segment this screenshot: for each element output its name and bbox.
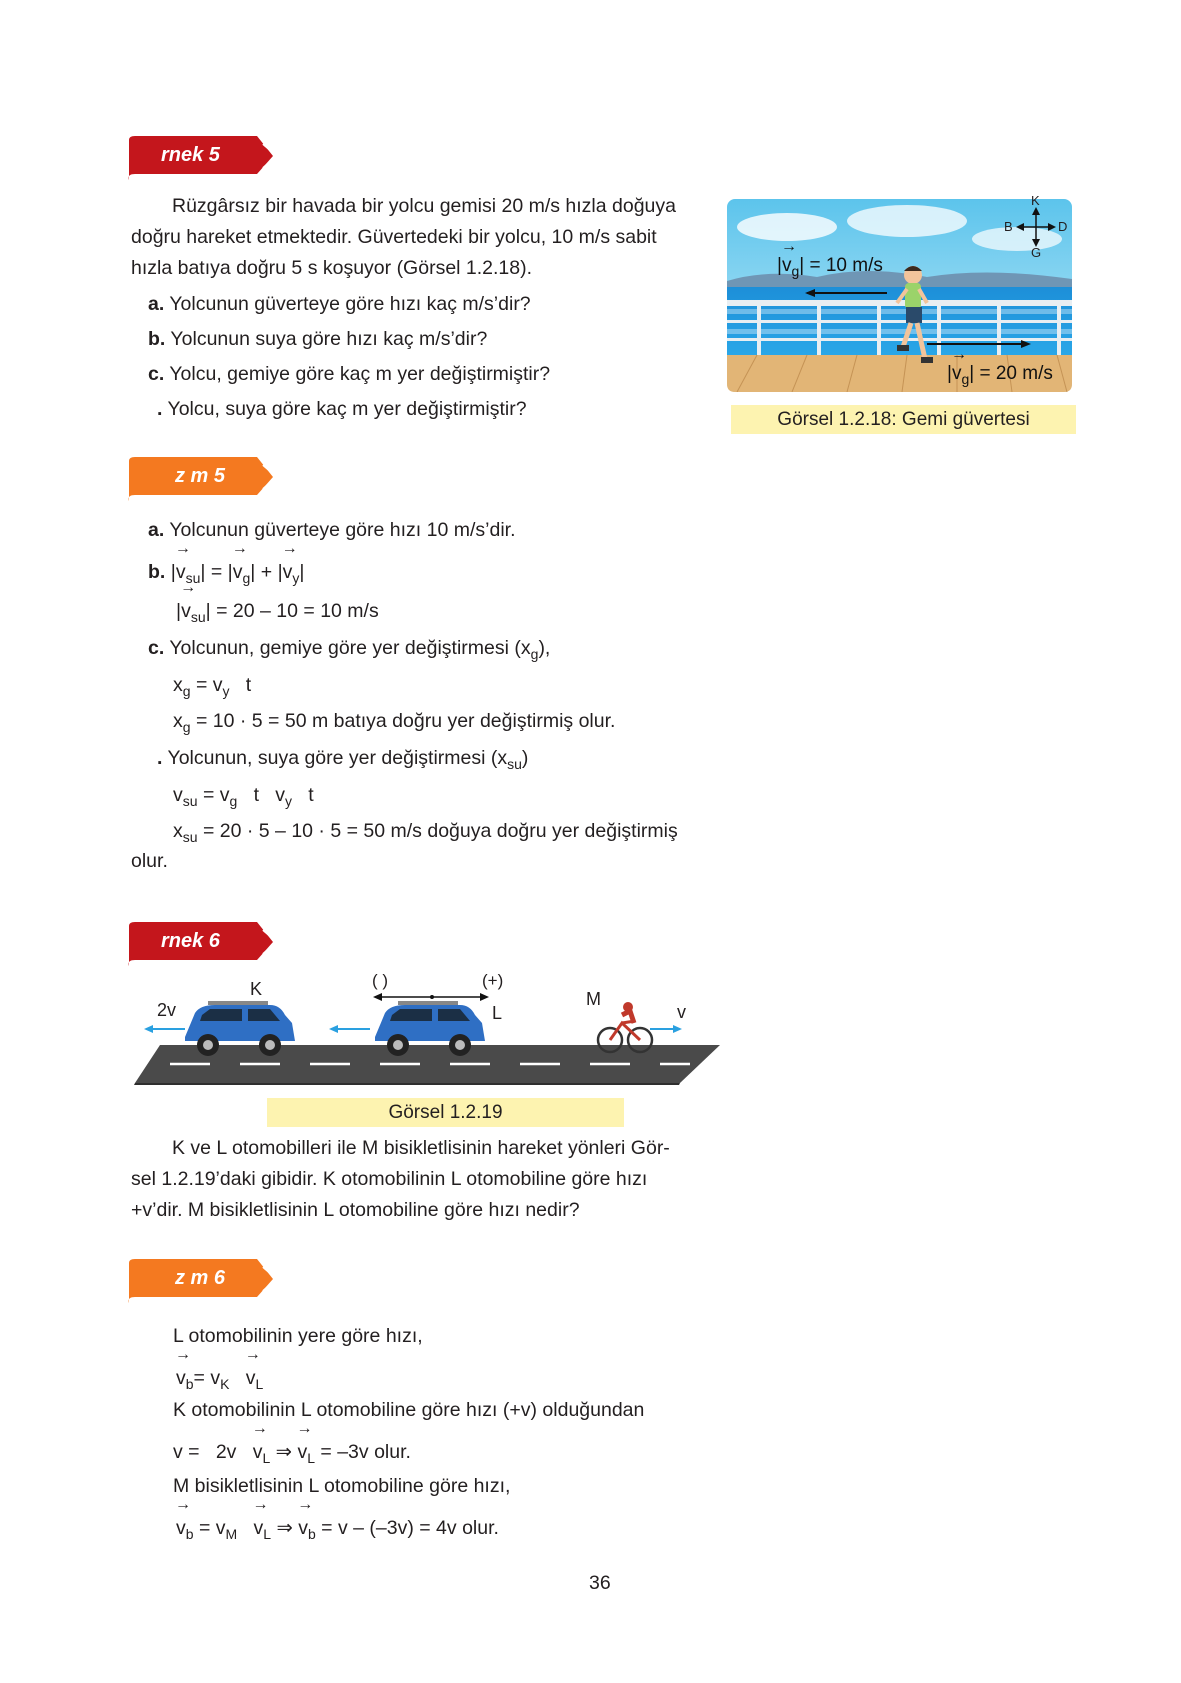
question-label: a. xyxy=(148,293,165,315)
question-label: b. xyxy=(148,328,166,350)
ribbon-label: z m 5 xyxy=(175,465,226,487)
answer-c xyxy=(148,633,550,670)
answer-text: Yolcunun, suya göre yer değiştirmesi (x xyxy=(167,747,508,769)
compass-south: G xyxy=(1031,245,1042,260)
answer-label: . xyxy=(157,747,163,769)
ship-deck-figure xyxy=(727,193,1072,392)
road-illustration xyxy=(130,975,730,1085)
answer-label: b. xyxy=(148,561,166,583)
figure-caption-2: Görsel 1.2.19 xyxy=(267,1098,624,1127)
question-text: Yolcu, gemiye göre kaç m yer değiştirmiştir? xyxy=(169,363,551,385)
label-plus: (+) xyxy=(482,971,504,990)
vector-sub: g xyxy=(791,262,800,279)
answer-label: c. xyxy=(148,637,165,659)
cozum6-line-5: M bisikletlisinin L otomobiline göre hızı, xyxy=(173,1475,511,1497)
bicycle-m-icon xyxy=(598,1002,652,1052)
question-c xyxy=(148,359,550,390)
label-2v: 2v xyxy=(157,1000,177,1020)
ornek6-text-3: +v’dir. M bisikletlisinin L otomobiline göre hızı nedir? xyxy=(131,1199,580,1221)
question-b xyxy=(148,324,487,355)
ornek6-text-2: sel 1.2.19’daki gibidir. K otomobilinin L otomobiline göre hızı xyxy=(131,1168,648,1190)
answer-b: b. |→ $v_{su}|$ = |→ $v_g|$ + |→ $v_y|$ xyxy=(148,557,304,594)
page-number: 36 xyxy=(589,1572,611,1594)
cozum6-line-4: v = $2v \to v_L$ ⇒ → $v_L = -3v$ olur. xyxy=(173,1437,411,1474)
answer-d-eq2: $x_{su} = 20 \cdot 5 - 10 \cdot 5 = 50$ m/s doğuya doğru yer değiştirmiş xyxy=(173,820,678,845)
question-label: c. xyxy=(148,363,165,385)
question-text: Yolcunun suya göre hızı kaç m/s’dir? xyxy=(170,328,488,350)
question-a xyxy=(148,289,531,320)
answer-d: . Yolcunun, suya göre yer değiştirmesi $(x_{su})$ xyxy=(157,747,529,772)
cozum6-line-1: L otomobilinin yere göre hızı, xyxy=(173,1325,423,1347)
ornek5-intro-2: doğru hareket etmektedir. Güvertedeki bir yolcu, 10 m/s sabit xyxy=(131,226,657,248)
road-figure xyxy=(130,971,730,1085)
ribbon-label: z m 6 xyxy=(175,1267,226,1289)
answer-text: Yolcunun, gemiye göre yer değiştirmesi (x xyxy=(169,637,531,659)
label-v: v xyxy=(677,1002,686,1022)
answer-d-eq3: olur. xyxy=(131,850,168,872)
vector-sub: g xyxy=(961,370,970,387)
vector-v: → v xyxy=(952,363,962,385)
ornek5-intro-1: Rüzgârsız bir havada bir yolcu gemisi 20 m/s hızla doğuya xyxy=(172,195,676,217)
answer-d-eq1: $v_{su} = v_g$ t $v_y$ t xyxy=(173,784,314,809)
ornek-6-ribbon xyxy=(125,920,285,968)
question-text: Yolcunun güverteye göre hızı kaç m/s’dir? xyxy=(169,293,531,315)
ribbon-label: rnek 5 xyxy=(161,144,220,166)
vector-v: → v xyxy=(782,255,792,277)
figure-caption-1: Görsel 1.2.18: Gemi güvertesi xyxy=(731,405,1076,434)
label-m: M xyxy=(586,989,601,1009)
compass-west: B xyxy=(1004,219,1013,234)
velocity-label-passenger: |→ $v_g| = 10$ m/s xyxy=(777,255,883,279)
ornek-5-ribbon xyxy=(125,134,285,182)
cozum6-line-6: → $v_b = v_M \to v_L$ ⇒ → $v_b = v - (-3v) = 4v$ olur. xyxy=(176,1513,499,1550)
cozum6-line-3: K otomobilinin L otomobiline göre hızı (+v) olduğundan xyxy=(173,1399,645,1421)
cozum-5-ribbon xyxy=(125,455,285,503)
ornek6-text-1: K ve L otomobilleri ile M bisikletlisinin hareket yönleri Gör- xyxy=(172,1137,670,1159)
ornek5-intro-3: hızla batıya doğru 5 s koşuyor (Görsel 1.2.18). xyxy=(131,257,533,279)
question-label: . xyxy=(157,398,163,420)
velocity-value: = 10 m/s xyxy=(809,255,883,276)
question-d xyxy=(157,394,527,425)
compass-north: K xyxy=(1031,193,1040,208)
answer-c-eq2: $x_g = 10 \cdot 5 = 50$ m batıya doğru yer değiştirmiş olur. xyxy=(173,710,616,735)
velocity-value: = 20 m/s xyxy=(979,363,1053,384)
answer-b-line2: |→ $v_{su}| = 20 - 10 = 10$ m/s xyxy=(176,596,379,633)
answer-a xyxy=(148,515,516,546)
cozum6-line-2: → $v_b= v_K \to v_L$ xyxy=(176,1363,263,1400)
label-k: K xyxy=(250,979,263,999)
question-text: Yolcu, suya göre kaç m yer değiştirmiştir? xyxy=(167,398,527,420)
answer-sub: g xyxy=(530,645,539,662)
answer-text: Yolcunun güverteye göre hızı 10 m/s’dir. xyxy=(169,519,516,541)
velocity-label-ship: |→ $v_g| = 20$ m/s xyxy=(947,363,1053,387)
label-minus: ( ) xyxy=(372,971,389,990)
label-l: L xyxy=(492,1003,503,1023)
answer-end: ), xyxy=(538,637,551,659)
answer-b-result: = 20 – 10 = 10 m/s xyxy=(216,600,379,622)
answer-label: a. xyxy=(148,519,165,541)
answer-c-eq1: $x_g = v_y$ t xyxy=(173,674,252,699)
cozum-6-ribbon xyxy=(125,1257,285,1305)
compass-east: D xyxy=(1058,219,1068,234)
ribbon-label: rnek 6 xyxy=(161,930,220,952)
